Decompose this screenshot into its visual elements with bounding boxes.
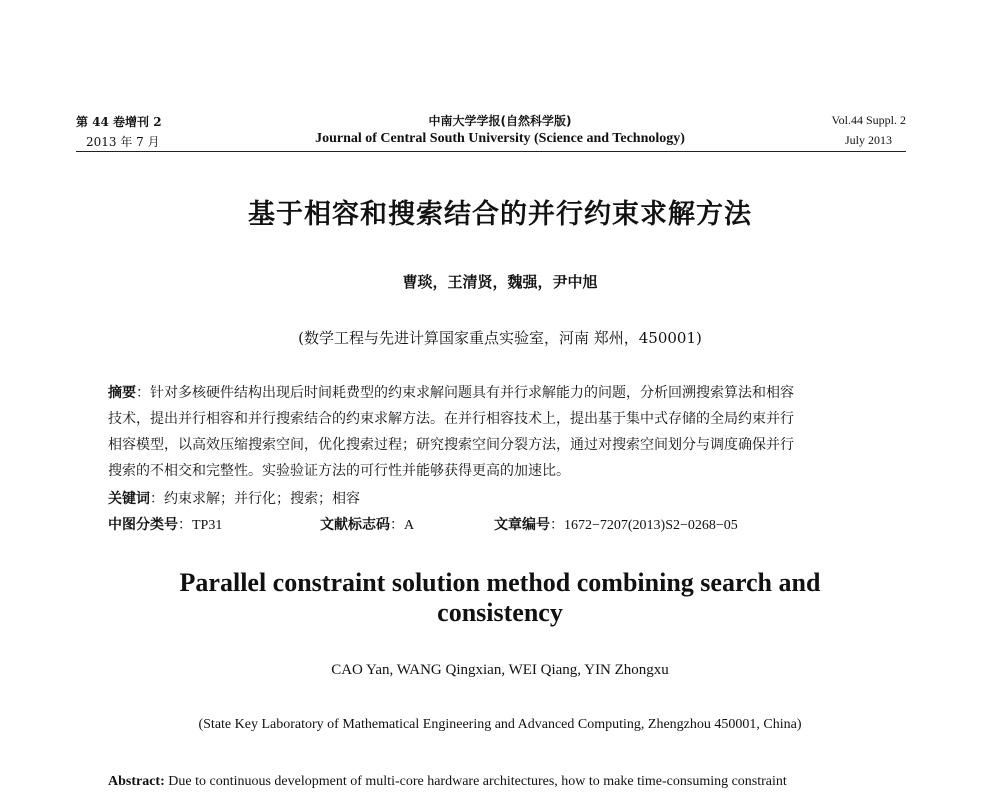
authors-en: CAO Yan, WANG Qingxian, WEI Qiang, YIN Zhongxu <box>331 662 669 678</box>
abstract-cn-line-4: 搜索的不相交和完整性。实验验证方法的可行性并能够获得更高的加速比。 <box>108 463 570 479</box>
abstract-cn-label: 摘要 <box>108 385 136 401</box>
paper-title-en-line-1: Parallel constraint solution method combining search and <box>179 568 821 597</box>
classification-line <box>108 512 222 539</box>
document-code-label: 文献标志码 <box>320 517 390 533</box>
keywords-line <box>108 486 360 512</box>
header-rule <box>76 151 906 152</box>
paper-title-cn: 基于相容和搜索结合的并行约束求解方法 <box>248 199 752 230</box>
document-code <box>320 512 414 539</box>
volume-issue: 第 44 卷增刊 2 <box>76 115 162 129</box>
article-number-value: ：1672−7207(2013)S2−0268−05 <box>550 518 738 533</box>
issue-date-en: July 2013 <box>844 133 892 147</box>
issue-date: 2013 年 7 月 <box>86 135 160 149</box>
affiliation-en: (State Key Laboratory of Mathematical Engineering and Advanced Computing, Zhengzhou 450001, China) <box>198 717 802 732</box>
abstract-en-text: Due to continuous development of multi-core hardware architectures, how to make time-consuming constraint <box>164 774 787 789</box>
paper-title-en-line-2: consistency <box>437 598 563 627</box>
keywords-text: ：约束求解；并行化；搜索；相容 <box>150 491 360 507</box>
authors-cn: 曹琰，王清贤，魏强，尹中旭 <box>402 273 598 291</box>
abstract-cn-line-1: 摘要：针对多核硬件结构出现后时间耗费型的约束求解问题具有并行求解能力的问题，分析回溯搜索算法和相容 <box>108 385 794 401</box>
journal-name-cn: 中南大学学报(自然科学版) <box>428 114 572 128</box>
keywords-label: 关键词 <box>108 491 150 507</box>
abstract-en-line-1 <box>108 774 787 790</box>
abstract-cn-line-2: 技术，提出并行相容和并行搜索结合的约束求解方法。在并行相容技术上，提出基于集中式存储的全局约束并行 <box>108 411 794 427</box>
volume-supplement: Vol.44 Suppl. 2 <box>831 113 906 127</box>
document-code-value: ：A <box>390 518 415 533</box>
article-number <box>494 512 738 539</box>
classification-label: 中图分类号 <box>108 517 178 533</box>
article-number-label: 文章编号 <box>494 517 550 533</box>
affiliation-cn: (数学工程与先进计算国家重点实验室，河南 郑州，450001) <box>298 329 702 347</box>
journal-name-en: Journal of Central South University (Science and Technology) <box>315 131 685 146</box>
abstract-cn-line-3: 相容模型，以高效压缩搜索空间，优化搜索过程；研究搜索空间分裂方法，通过对搜索空间划分与调度确保并行 <box>108 437 794 453</box>
classification-value: ：TP31 <box>178 518 223 533</box>
abstract-en-label: Abstract: <box>108 774 165 789</box>
